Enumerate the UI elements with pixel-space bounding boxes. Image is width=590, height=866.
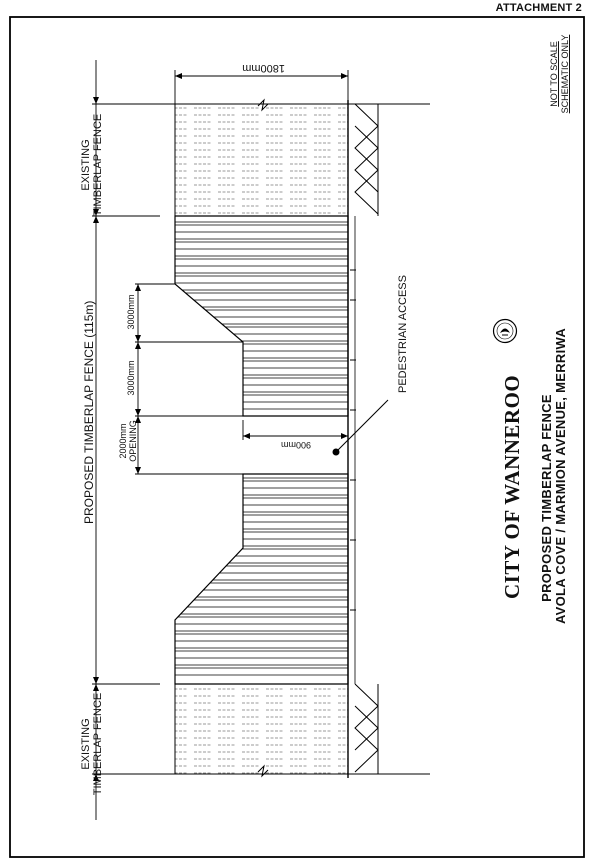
existing-fence-label-bottom	[80, 689, 106, 799]
existing-fence-bottom	[175, 684, 348, 774]
dimension-opening	[118, 416, 140, 466]
title-organisation: CITY OF WANNEROO	[500, 374, 524, 599]
dimension-taper: 3000mm	[126, 294, 136, 330]
scale-note-line2: SCHEMATIC ONLY	[560, 34, 570, 114]
scale-note	[549, 33, 573, 115]
hatched-kerb-bottom	[355, 684, 378, 774]
existing-fence-label-top	[80, 110, 106, 220]
city-seal-icon	[492, 318, 518, 344]
existing-fence-bottom-line2: TIMBERLAP FENCE	[92, 692, 104, 796]
pedestrian-access-label: PEDESTRIAN ACCESS	[397, 275, 409, 393]
existing-fence-bottom-line1: EXISTING	[80, 718, 92, 770]
existing-fence-top	[175, 104, 348, 216]
existing-fence-top-line2: TIMBERLAP FENCE	[92, 113, 104, 217]
dimension-straight: 3000mm	[126, 360, 136, 396]
proposed-fence-upper	[175, 216, 348, 416]
proposed-fence-lower	[175, 474, 348, 684]
attachment-label: ATTACHMENT 2	[495, 2, 582, 14]
hatched-kerb-top	[355, 104, 378, 216]
dimension-width-top: 1800mm	[242, 62, 285, 74]
title-location: AVOLA COVE / MARMION AVENUE, MERRIWA	[553, 327, 568, 625]
dimension-inner-width: 900mm	[281, 440, 312, 450]
title-project: PROPOSED TIMBERLAP FENCE	[539, 394, 554, 602]
dimension-opening-value: 2000mm	[118, 423, 128, 459]
dimension-opening-text: OPENING	[128, 420, 138, 462]
scale-note-line1: NOT TO SCALE	[549, 41, 559, 107]
existing-fence-top-line1: EXISTING	[80, 139, 92, 191]
proposed-fence-label: PROPOSED TIMBERLAP FENCE (115m)	[82, 300, 96, 524]
